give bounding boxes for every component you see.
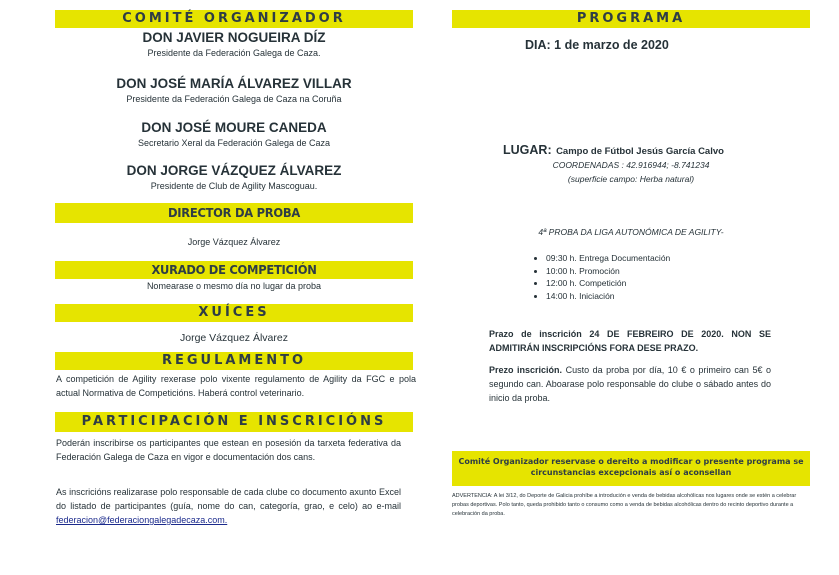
event-date: DIA: 1 de marzo de 2020: [525, 38, 669, 52]
xurado-text: Nomearase o mesmo día no lugar da proba: [146, 281, 322, 291]
regulamento-header: REGULAMENTO: [55, 352, 413, 370]
schedule-item: • 10:00 h. Promoción: [546, 265, 670, 278]
programa-header: PROGRAMA: [452, 10, 810, 28]
organizer-notice: Comité Organizador reservase o dereito a modificar o presente programa se circunstancias excepcionais así o aconsellan: [452, 451, 810, 486]
member-3: [55, 120, 413, 148]
lugar-label: LUGAR:: [503, 143, 552, 157]
superficie: (superficie campo: Herba natural): [567, 174, 695, 184]
member-1: [55, 30, 413, 58]
schedule-item: • 09:30 h. Entrega Documentación: [546, 252, 670, 265]
participacion-p1: Poderán inscribirse os participantes que estean en posesión da tarxeta federativa da Federación Galega de Caza en vigor e documentación dos cans.: [56, 438, 401, 462]
member-name: DON JAVIER NOGUEIRA DÍZ: [142, 30, 326, 45]
xuices-header: XUÍCES: [55, 304, 413, 322]
proba-title: 4ª PROBA DA LIGA AUTONÓMICA DE AGILITY-: [538, 227, 724, 237]
schedule-list: [530, 252, 670, 302]
member-4: [55, 163, 413, 191]
prezo-body: Custo da proba por día, 10 € o primeiro can 5€ o segundo can. Aboarase polo responsable do clube o sábado antes do inicio da proba.: [489, 365, 771, 403]
prezo-text: [489, 363, 771, 405]
member-name: DON JOSÉ MARÍA ÁLVAREZ VILLAR: [116, 76, 352, 91]
member-role: Presidente da Federación Galega de Caza.: [147, 48, 321, 58]
schedule-item: • 12:00 h. Competición: [546, 277, 670, 290]
lugar-value: Campo de Fútbol Jesús García Calvo: [556, 146, 724, 157]
director-name: Jorge Vázquez Álvarez: [187, 237, 281, 247]
email-link[interactable]: federacion@federaciongalegadecaza.com.: [56, 515, 228, 525]
xurado-header: [55, 261, 413, 279]
advertencia-text: ADVERTENCIA: A lei 3/12, do Deporte de Galicia prohíbe a introdución e venda de bebidas alcohólicas nos lugares onde se estén a celebrar probas deportivas. Polo tanto, queda prohibido tanto o consumo como a venda de bebidas alcohólicas dentro do recinto deportivo durante a celebración da proba.: [452, 493, 797, 517]
member-name: DON JORGE VÁZQUEZ ÁLVAREZ: [126, 163, 342, 178]
xuices-name: Jorge Vázquez Álvarez: [180, 332, 288, 344]
comite-organizador-header: COMITÉ ORGANIZADOR: [55, 10, 413, 28]
member-role: Presidente da Federación Galega de Caza na Coruña: [126, 94, 342, 104]
lugar-line: [503, 141, 724, 159]
member-role: Presidente de Club de Agility Mascoguau.: [150, 181, 318, 191]
prezo-label: Prezo inscrición.: [489, 365, 563, 375]
participacion-p2: [56, 485, 401, 527]
member-2: [55, 76, 413, 104]
member-role: Secretario Xeral da Federación Galega de Caza: [137, 138, 331, 148]
prazo-text: Prazo de inscrición 24 DE FEBREIRO DE 2020. NON SE ADMITIRÁN INSCRIPCIÓNS FORA DESE PRAZO.: [489, 329, 771, 353]
participacion-header: PARTICIPACIÓN E INSCRICIÓNS: [55, 412, 413, 432]
participacion-p2-text: As inscricións realizarase polo responsable de cada clube co documento axunto Excel do listado de participantes (guía, nome do can, categoría, grao, e celo) ao e-mail: [56, 487, 401, 511]
schedule-item: • 14:00 h. Iniciación: [546, 290, 670, 303]
director-title: DIRECTOR DA PROBA: [168, 205, 300, 220]
regulamento-text: A competición de Agility rexerase polo vixente regulamento de Agility da FGC e pola actual Normativa de Competicións. Haberá control veterinario.: [56, 374, 416, 398]
director-header: [55, 203, 413, 223]
xurado-title: XURADO DE COMPETICIÓN: [151, 262, 317, 277]
coordenadas: COORDENADAS : 42.916944; -8.741234: [552, 160, 710, 170]
member-name: DON JOSÉ MOURE CANEDA: [141, 120, 327, 135]
